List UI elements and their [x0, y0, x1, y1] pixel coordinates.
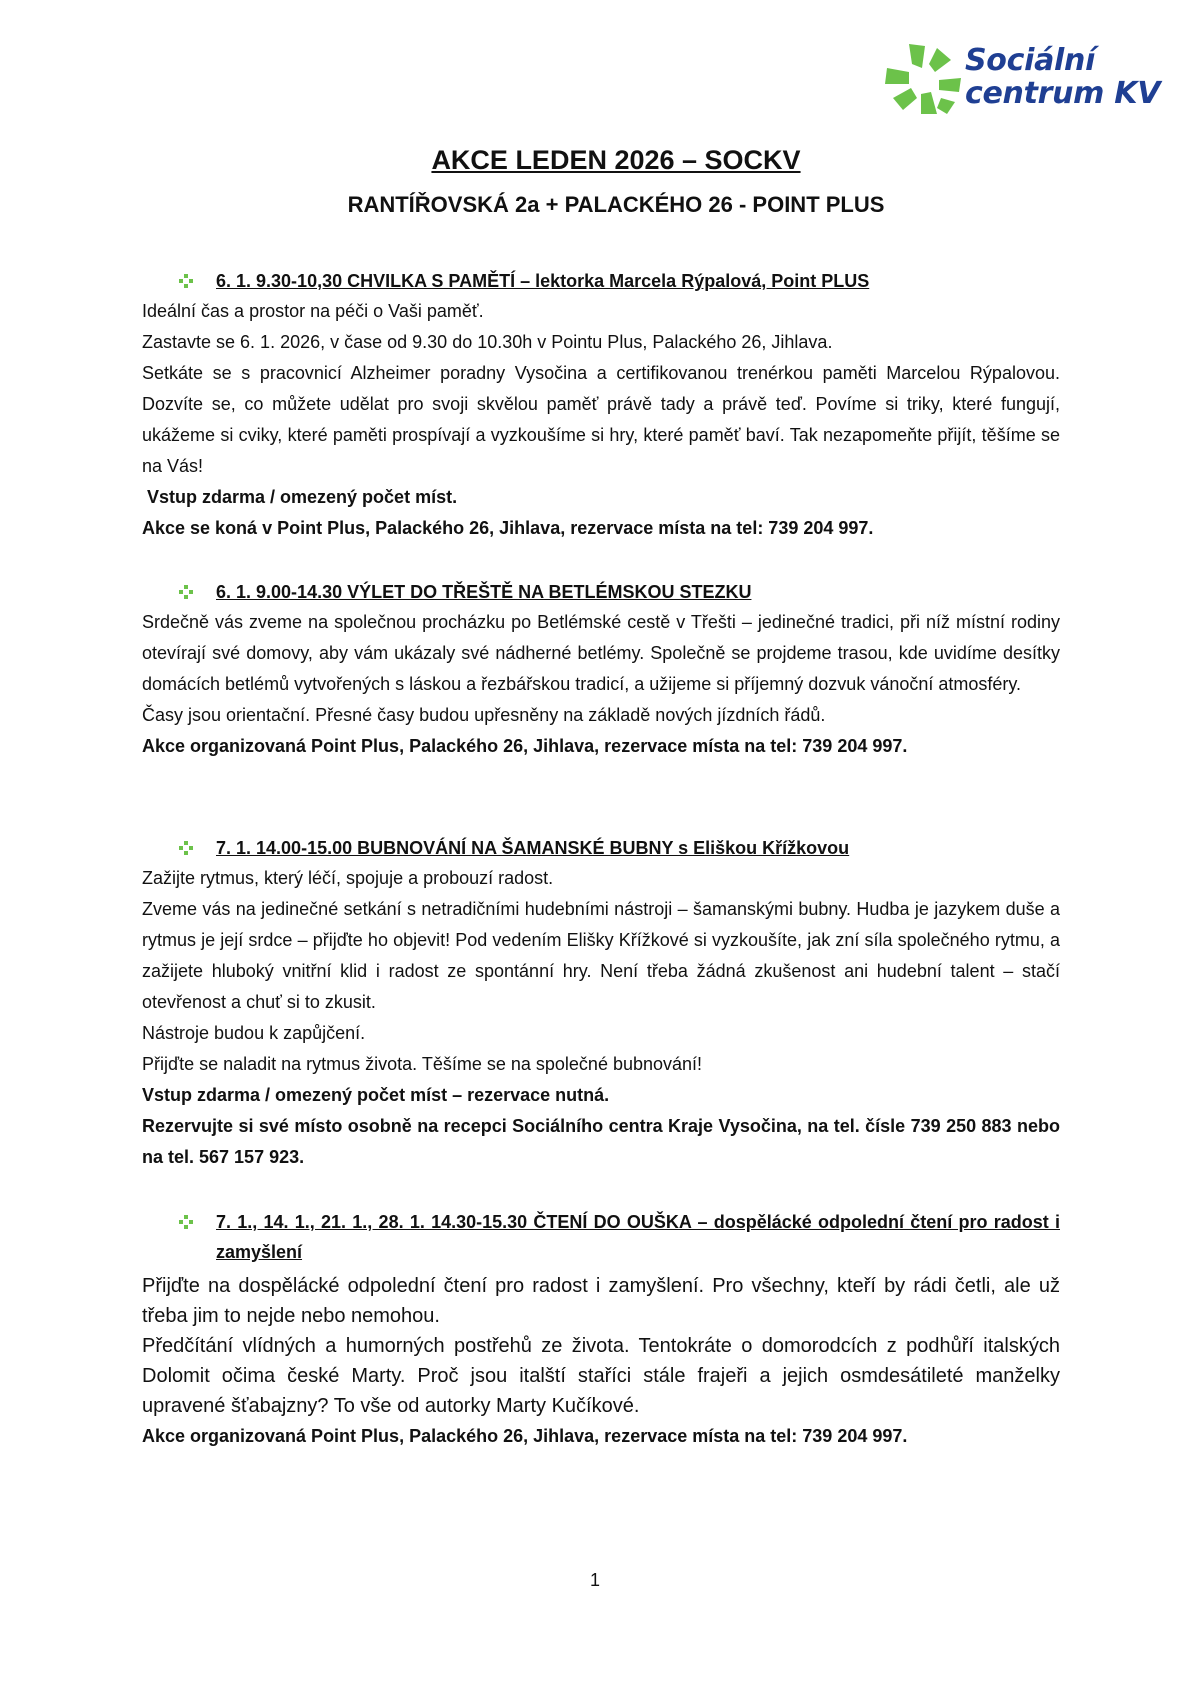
- event-paragraph: Nástroje budou k zapůjčení.: [142, 1023, 366, 1043]
- event-paragraph: Přijďte se naladit na rytmus života. Těšíme se na společné bubnování!: [142, 1054, 703, 1074]
- event-heading-text: 6. 1. 9.00-14.30 VÝLET DO TŘEŠTĚ NA BETLÉMSKOU STEZKU: [216, 582, 752, 602]
- event-paragraph: Setkáte se s pracovnicí Alzheimer poradny Vysočina a certifikovanou trenérkou paměti Marcelou Rýpalovou. Dozvíte se, co můžete udělat pro svoji skvělou paměť právě tady a právě teď. Povíme si triky, které fungují, ukážeme si cviky, které paměti prospívají a vyzkoušíme si hry, které paměť baví. Tak nezapomeňte přijít, těšíme se na Vás!: [142, 363, 1060, 476]
- event-reservation-note: Akce se koná v Point Plus, Palackého 26, Jihlava, rezervace místa na tel: 739 204 997.: [142, 518, 874, 538]
- event-paragraph: Předčítání vlídných a humorných postřehů ze života. Tentokráte o domorodcích z podhůří italských Dolomit očima české Marty. Proč jsou italští staříci stále frajeři a jejich osmdesátileté manželky upravené šťabajzny? To vše od autorky Marty Kučíkové.: [142, 1335, 1060, 1417]
- logo-line-1: Sociální: [965, 43, 1096, 78]
- event-heading: [142, 1207, 1060, 1267]
- event-admission-note: Vstup zdarma / omezený počet míst.: [142, 487, 458, 507]
- event-heading-text: 6. 1. 9.30-10,30 CHVILKA S PAMĚTÍ – lektorka Marcela Rýpalová, Point PLUS: [216, 271, 870, 291]
- event-reservation-note: Akce organizovaná Point Plus, Palackého 26, Jihlava, rezervace místa na tel: 739 204 997.: [142, 736, 908, 756]
- page-subtitle: RANTÍŘOVSKÁ 2a + PALACKÉHO 26 - POINT PLUS: [347, 192, 885, 217]
- event-heading: [142, 266, 1060, 296]
- green-bullet-icon: [179, 274, 193, 288]
- event-paragraph: Zveme vás na jedinečné setkání s netradičními hudebními nástroji – šamanskými bubny. Hudba je jazykem duše a rytmus je její srdce – přijďte ho objevit! Pod vedením Elišky Křížkové si vyzkoušíte, jak zní síla společného rytmu, a zažijete hluboký vnitřní klid i radost ze spontánní hry. Není třeba žádná zkušenost ani hudební talent – stačí otevřenost a chuť si to zkusit.: [142, 899, 1060, 1012]
- event-paragraph: Přijďte na dospělácké odpolední čtení pro radost i zamyšlení. Pro všechny, kteří by rádi četli, ale už třeba jim to nejde nebo nemohou.: [142, 1275, 1060, 1327]
- event-heading: [142, 833, 1060, 863]
- event-paragraph: Srdečně vás zveme na společnou procházku po Betlémské cestě v Třešti – jedinečné tradici, při níž místní rodiny otevírají své domovy, aby vám ukázaly své nádherné betlémy. Společně se projdeme trasou, kde uvidíme desítky domácích betlémů vytvořených s láskou a řezbářskou tradicí, a užijeme si příjemný dozvuk vánoční atmosféry.: [142, 612, 1060, 694]
- green-bullet-icon: [179, 841, 193, 855]
- event-reservation-note: Rezervujte si své místo osobně na recepci Sociálního centra Kraje Vysočina, na tel. čísle 739 250 883 nebo na tel. 567 157 923.: [142, 1116, 1060, 1167]
- logo-line-2: centrum KV: [965, 76, 1161, 111]
- event-trip-trest: [142, 577, 1060, 762]
- logo-text: [965, 44, 1160, 110]
- green-bullet-icon: [179, 1215, 193, 1229]
- page-title: AKCE LEDEN 2026 – SOCKV: [431, 145, 801, 175]
- event-paragraph: Zažijte rytmus, který léčí, spojuje a probouzí radost.: [142, 868, 554, 888]
- event-paragraph: Zastavte se 6. 1. 2026, v čase od 9.30 do 10.30h v Pointu Plus, Palackého 26, Jihlava.: [142, 332, 833, 352]
- event-paragraph: Časy jsou orientační. Přesné časy budou upřesněny na základě nových jízdních řádů.: [142, 705, 826, 725]
- event-memory-workshop: [142, 266, 1060, 544]
- event-heading-text: 7. 1., 14. 1., 21. 1., 28. 1. 14.30-15.30 ČTENÍ DO OUŠKA – dospělácké odpolední čtení pro radost i zamyšlení: [216, 1212, 1060, 1262]
- event-reservation-note: Akce organizovaná Point Plus, Palackého 26, Jihlava, rezervace místa na tel: 739 204 997.: [142, 1426, 908, 1446]
- event-drumming: [142, 833, 1060, 1173]
- green-bullet-icon: [179, 585, 193, 599]
- logo-mark-icon: [885, 42, 965, 116]
- page-number: 1: [589, 1570, 600, 1590]
- event-heading-text: 7. 1. 14.00-15.00 BUBNOVÁNÍ NA ŠAMANSKÉ BUBNY s Eliškou Křížkovou: [216, 838, 850, 858]
- event-paragraph: Ideální čas a prostor na péči o Vaši paměť.: [142, 301, 484, 321]
- event-reading: [142, 1207, 1060, 1452]
- event-heading: [142, 577, 1060, 607]
- logo: [885, 42, 1185, 116]
- event-admission-note: Vstup zdarma / omezený počet míst – rezervace nutná.: [142, 1085, 610, 1105]
